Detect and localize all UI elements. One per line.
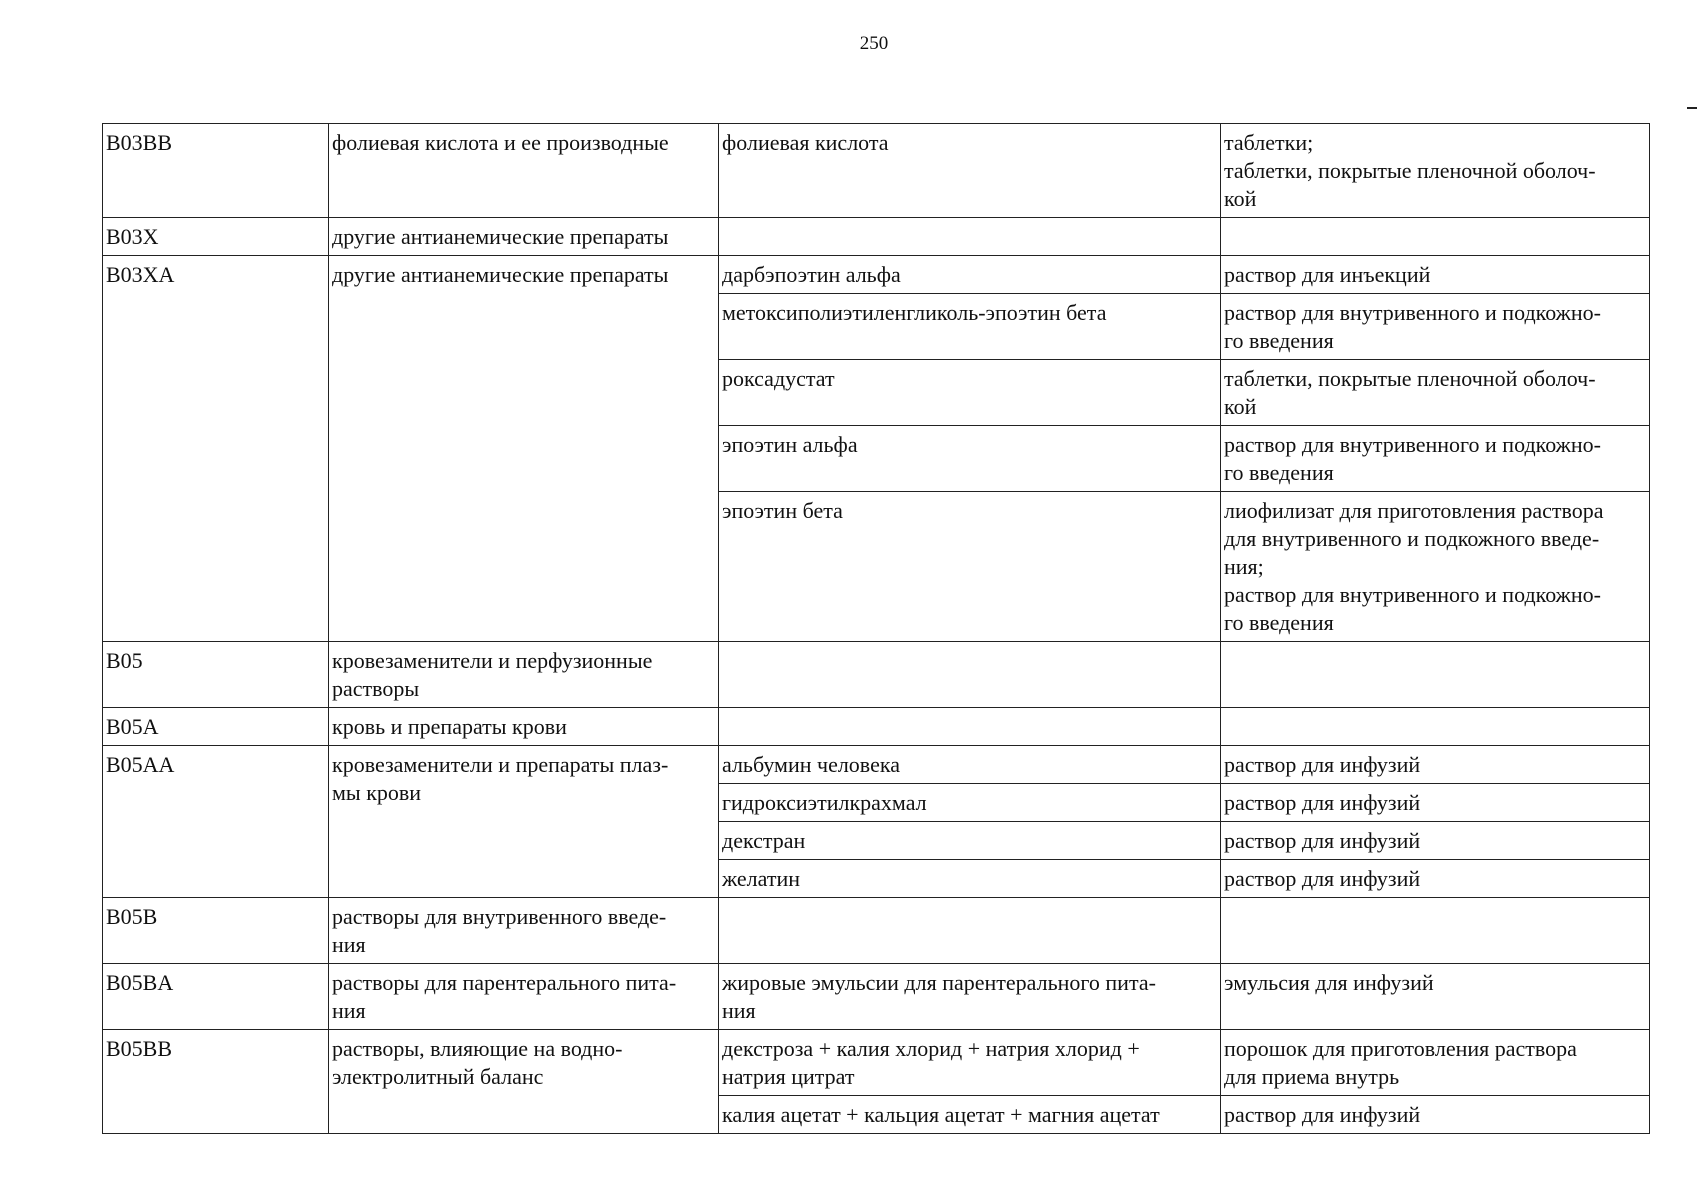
atc-code-cell: B03BB <box>103 124 329 218</box>
drug-cell: альбумин человека <box>719 746 1221 784</box>
form-cell: раствор для внутривенного и подкожно- го введения <box>1221 294 1650 360</box>
drug-cell: желатин <box>719 860 1221 898</box>
form-cell: раствор для инфузий <box>1221 1096 1650 1134</box>
drug-cell: дарбэпоэтин альфа <box>719 256 1221 294</box>
table-row <box>103 746 1650 784</box>
drug-cell: эпоэтин бета <box>719 492 1221 642</box>
margin-mark <box>1687 107 1697 109</box>
drug-cell: жировые эмульсии для парентерального пита- ния <box>719 964 1221 1030</box>
drug-cell <box>719 898 1221 964</box>
group-cell: кровезаменители и перфузионные растворы <box>329 642 719 708</box>
atc-code-cell: B05 <box>103 642 329 708</box>
drug-cell: калия ацетат + кальция ацетат + магния ацетат <box>719 1096 1221 1134</box>
form-cell <box>1221 218 1650 256</box>
atc-code-cell: B03X <box>103 218 329 256</box>
group-cell: растворы для внутривенного введе- ния <box>329 898 719 964</box>
drug-cell <box>719 642 1221 708</box>
form-cell <box>1221 708 1650 746</box>
table-row <box>103 1030 1650 1096</box>
atc-code-cell: B05B <box>103 898 329 964</box>
form-cell: порошок для приготовления раствора для приема внутрь <box>1221 1030 1650 1096</box>
drug-classification-table <box>102 123 1650 1134</box>
atc-code-cell: B05AA <box>103 746 329 898</box>
drug-cell: эпоэтин альфа <box>719 426 1221 492</box>
table-row <box>103 642 1650 708</box>
form-cell: раствор для инфузий <box>1221 784 1650 822</box>
form-cell: раствор для инфузий <box>1221 822 1650 860</box>
atc-code-cell: B03XA <box>103 256 329 642</box>
form-cell: таблетки, покрытые пленочной оболоч- кой <box>1221 360 1650 426</box>
form-cell: таблетки; таблетки, покрытые пленочной оболоч- кой <box>1221 124 1650 218</box>
drug-cell: декстроза + калия хлорид + натрия хлорид + натрия цитрат <box>719 1030 1221 1096</box>
group-cell: фолиевая кислота и ее производные <box>329 124 719 218</box>
table-row <box>103 964 1650 1030</box>
form-cell: раствор для внутривенного и подкожно- го введения <box>1221 426 1650 492</box>
group-cell: растворы для парентерального пита- ния <box>329 964 719 1030</box>
drug-cell <box>719 708 1221 746</box>
form-cell: раствор для инфузий <box>1221 860 1650 898</box>
table-row <box>103 898 1650 964</box>
form-cell: раствор для инфузий <box>1221 746 1650 784</box>
table-row <box>103 124 1650 218</box>
drug-cell <box>719 218 1221 256</box>
table-row <box>103 218 1650 256</box>
form-cell: эмульсия для инфузий <box>1221 964 1650 1030</box>
group-cell: кровезаменители и препараты плаз- мы крови <box>329 746 719 898</box>
atc-code-cell: B05BB <box>103 1030 329 1134</box>
group-cell: другие антианемические препараты <box>329 218 719 256</box>
drug-cell: роксадустат <box>719 360 1221 426</box>
form-cell: раствор для инъекций <box>1221 256 1650 294</box>
group-cell: растворы, влияющие на водно- электролитный баланс <box>329 1030 719 1134</box>
drug-cell: гидроксиэтилкрахмал <box>719 784 1221 822</box>
page-number: 250 <box>859 33 889 54</box>
form-cell: лиофилизат для приготовления раствора для внутривенного и подкожного введе- ния; раствор для внутривенного и подкожно- го введения <box>1221 492 1650 642</box>
atc-code-cell: B05A <box>103 708 329 746</box>
form-cell <box>1221 642 1650 708</box>
group-cell: кровь и препараты крови <box>329 708 719 746</box>
drug-cell: фолиевая кислота <box>719 124 1221 218</box>
table-row <box>103 708 1650 746</box>
table-row <box>103 256 1650 294</box>
group-cell: другие антианемические препараты <box>329 256 719 642</box>
drug-cell: декстран <box>719 822 1221 860</box>
form-cell <box>1221 898 1650 964</box>
atc-code-cell: B05BA <box>103 964 329 1030</box>
drug-cell: метоксиполиэтиленгликоль-эпоэтин бета <box>719 294 1221 360</box>
